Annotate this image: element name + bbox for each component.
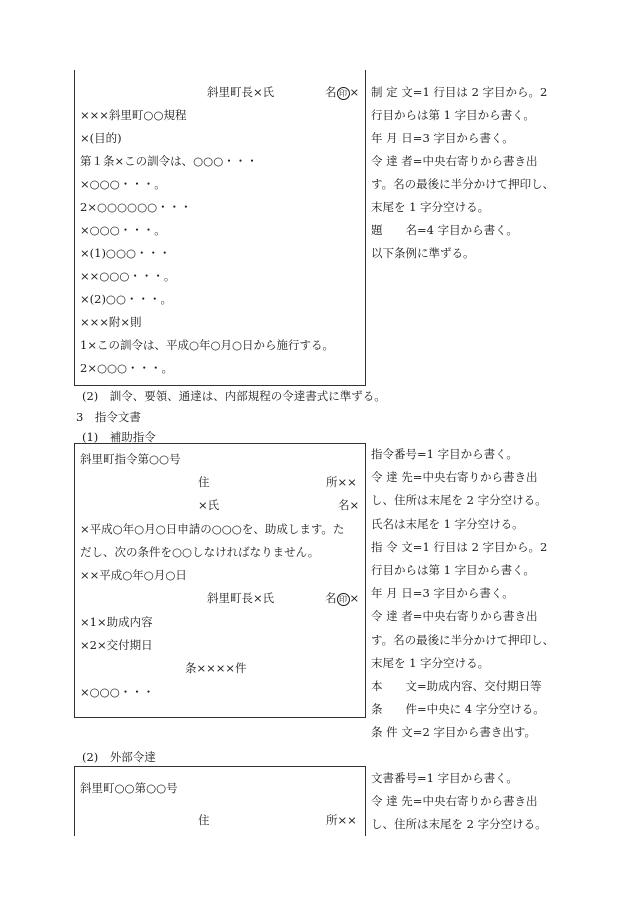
block1-left-line: ×○○○・・・。 — [80, 177, 166, 191]
note-2: (2) 訓令、要領、通達は、内部規程の令達書式に準ずる。 — [82, 389, 386, 403]
block2-right-line: 末尾を 1 字分空ける。 — [371, 655, 490, 670]
block2-last-line: ×○○○・・・ — [80, 685, 155, 699]
block1-sig-space: × — [349, 85, 360, 99]
block2-right-line: 条 件 文=2 字目から書き出す。 — [371, 725, 536, 740]
block2-address-label-right: 所×× — [326, 475, 357, 489]
block1-left-line: ×××附×則 — [80, 315, 142, 329]
block2-right-line: 令 達 先=中央右寄りから書き出 — [371, 470, 538, 485]
block3-address-label-right: 所×× — [326, 813, 357, 827]
block2-right-line: 条 件=中央に 4 字分空ける。 — [371, 702, 545, 717]
block1-left-line: ×××斜里町○○規程 — [80, 108, 187, 122]
block2-name-label-right: 名× — [338, 498, 360, 512]
block2-right-line: 本 文=助成内容、交付期日等 — [371, 679, 542, 693]
block1-sig-name — [325, 84, 359, 100]
block1-left-line: ×(1)○○○・・・ — [80, 246, 171, 260]
block2-right-line: 指令番号=1 字目から書く。 — [371, 447, 518, 461]
block1-left-line: 1×この訓令は、平成○年○月○日から施行する。 — [80, 338, 335, 352]
block1-left-line: ×(目的) — [80, 131, 122, 145]
block2-date: ××平成○年○月○日 — [80, 568, 187, 582]
block2-body-line2: だし、次の条件を○○しなければなりません。 — [80, 545, 320, 559]
block2-right-line: 令 達 者=中央右寄りから書き出 — [371, 609, 538, 624]
block1-right-line: 令 達 者=中央右寄りから書き出 — [371, 154, 538, 168]
block3-left-border — [74, 766, 75, 836]
block1-right-line: 末尾を 1 字分空ける。 — [371, 200, 490, 214]
block2-sig-name-char: 名 — [325, 591, 337, 605]
block2-right-line: す。名の最後に半分かけて押印し、 — [371, 632, 555, 647]
block2-right-line: 氏名は末尾を 1 字分空ける。 — [371, 516, 524, 531]
block3-top-border — [74, 766, 366, 767]
block1-left-line: 2×○○○○○○・・・ — [80, 200, 192, 214]
block2-name-label-left: ×氏 — [198, 498, 220, 512]
block1-sig-name-char: 名 — [325, 85, 337, 99]
block3-right-line: 令 達 先=中央右寄りから書き出 — [371, 794, 538, 808]
block2-address-label-left: 住 — [198, 475, 210, 489]
block1-left-line: ××○○○・・・。 — [80, 269, 176, 283]
block1-left-line: ×(2)○○・・・。 — [80, 292, 172, 306]
block2-right-line: 行目からは第 1 字目から書く。 — [371, 563, 535, 577]
subsection-1-heading: (1) 補助指令 — [82, 430, 156, 444]
block2-right-line: 指 令 文=1 行目は 2 字目から。2 — [371, 539, 548, 554]
block3-address-label-left: 住 — [198, 813, 210, 827]
block2-right-line: 年 月 日=3 字目から書く。 — [371, 586, 514, 601]
block1-bottom-border — [74, 385, 366, 386]
block1-right-line: 題 名=4 字目から書く。 — [371, 223, 518, 237]
block1-left-border — [74, 70, 75, 386]
block2-sig-name — [325, 590, 359, 606]
block1-left-line: 第１条×この訓令は、○○○・・・ — [80, 154, 258, 168]
block1-right-line: 行目からは第 1 字目から書く。 — [371, 108, 535, 122]
block1-mayor-title: 斜里町長×氏 — [207, 85, 275, 99]
block2-right-line: し、住所は末尾を 2 字分空ける。 — [371, 493, 547, 508]
block1-right-line: 制 定 文=1 行目は 2 字目から。2 — [371, 85, 548, 99]
block2-sig-space: × — [349, 591, 360, 605]
block2-mayor-title: 斜里町長×氏 — [207, 591, 275, 605]
block1-right-line: 以下条例に準ずる。 — [371, 246, 475, 260]
block1-left-line: ×○○○・・・。 — [80, 223, 166, 237]
block1-right-border — [365, 70, 366, 386]
block2-item-1: ×1×助成内容 — [80, 615, 153, 629]
block2-conditions-heading: 条××××件 — [185, 661, 247, 675]
block1-right-line: す。名の最後に半分かけて押印し、 — [371, 177, 555, 191]
seal-stamp-icon: 印 — [337, 87, 350, 100]
block2-body-line1: ×平成○年○月○日申請の○○○を、助成します。た — [80, 522, 345, 536]
block3-right-border — [365, 766, 366, 836]
block1-left-line: 2×○○○・・・。 — [80, 361, 174, 375]
seal-stamp-icon: 印 — [337, 593, 350, 606]
block1-right-line: 年 月 日=3 字目から書く。 — [371, 131, 514, 145]
block3-right-line: 文書番号=1 字目から書く。 — [371, 771, 518, 785]
block2-directive-number: 斜里町指令第○○号 — [80, 452, 181, 466]
block2-item-2: ×2×交付期日 — [80, 638, 153, 652]
block3-right-line: し、住所は末尾を 2 字分空ける。 — [371, 817, 547, 831]
block3-document-number: 斜里町○○第○○号 — [80, 781, 178, 795]
subsection-2-heading: (2) 外部令達 — [82, 750, 156, 764]
section-3-heading: 3 指令文書 — [76, 410, 141, 424]
